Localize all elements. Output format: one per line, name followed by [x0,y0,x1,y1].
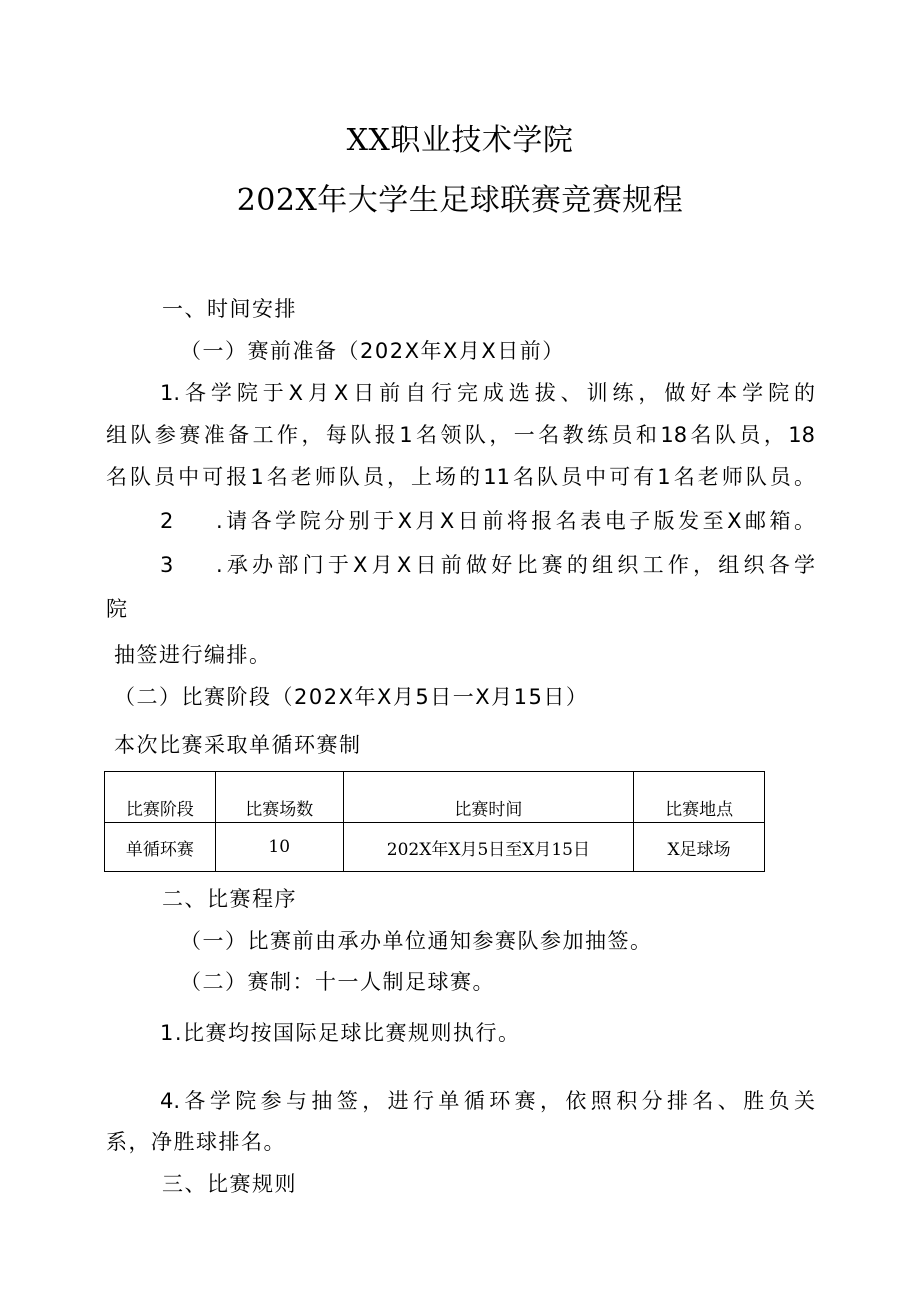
table-cell: 10 [215,823,343,872]
section2-item1: （一）比赛前由承办单位通知参赛队参加抽签。 [180,929,653,953]
section2-item2: （二）赛制：十一人制足球赛。 [180,970,495,994]
table-cell: X足球场 [634,823,765,872]
table-header-cell: 比赛地点 [634,772,765,823]
section1-sub1: （一）赛前准备（202X年X月X日前） [180,339,565,363]
table-header-cell: 比赛阶段 [105,772,216,823]
section2-rule1: 1.比赛均按国际足球比赛规则执行。 [160,1021,521,1045]
section1-p3-continuation2: 抽签进行编排。 [114,643,272,667]
table-cell: 202X年X月5日至X月15日 [343,823,634,872]
section2-rule4-line2: 系，净胜球排名。 [106,1130,286,1154]
table-header-row [105,772,765,823]
schedule-table [104,771,765,872]
table-header-cell: 比赛场数 [215,772,343,823]
section3-heading: 三、比赛规则 [162,1172,297,1196]
document-title-line1: XX职业技术学院 [346,123,574,158]
section1-p2-text: .请各学院分别于X月X日前将报名表电子版发至X邮箱。 [216,509,815,533]
section2-heading: 二、比赛程序 [162,887,297,911]
document-title-line2: 202X年大学生足球联赛竞赛规程 [236,183,684,218]
table-header-cell: 比赛时间 [343,772,634,823]
section1-p3-continuation: 院 [106,597,129,621]
section1-p1-line3: 名队员中可报1名老师队员，上场的11名队员中可有1名老师队员。 [106,465,815,489]
table-row [105,823,765,872]
format-note: 本次比赛采取单循环赛制 [114,733,362,757]
section2-rule4-line1: 4.各学院参与抽签，进行单循环赛，依照积分排名、胜负关 [160,1089,815,1113]
section1-heading: 一、时间安排 [162,297,297,321]
table-cell: 单循环赛 [105,823,216,872]
section1-p2-number: 2 [160,509,175,533]
section1-p1-line2: 组队参赛准备工作，每队报1名领队，一名教练员和18名队员，18 [106,423,815,447]
section1-p1-line1: 1.各学院于X月X日前自行完成选拔、训练，做好本学院的 [160,381,815,405]
section1-p3-number: 3 [160,553,175,577]
section1-p3-text: .承办部门于X月X日前做好比赛的组织工作，组织各学 [216,553,815,577]
section1-sub2: （二）比赛阶段（202X年X月5日一X月15日） [114,685,589,709]
